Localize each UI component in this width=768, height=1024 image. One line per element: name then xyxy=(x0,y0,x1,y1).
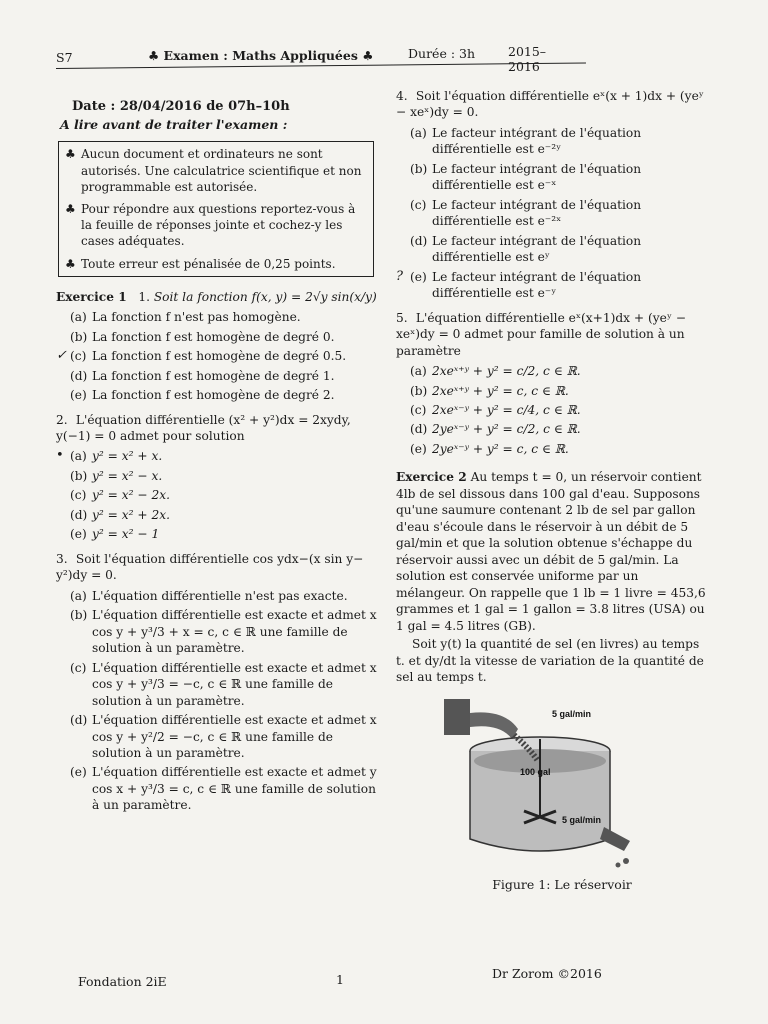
q1-options xyxy=(56,309,378,403)
exam-duration: Durée : 3h xyxy=(408,46,476,61)
dot-mark-icon: • xyxy=(56,448,64,464)
question-stem: Soit la fonction f(x, y) = 2√y sin(x/y) xyxy=(153,289,377,304)
exercise-1-title: Exercice 1 xyxy=(56,289,127,304)
page-number: 1 xyxy=(336,972,344,987)
question-2 xyxy=(56,412,378,445)
q3-option-b[interactable]: (b) L'équation différentielle est exacte et admet x cos y + y³/3 + x = c, c ∈ ℝ une famille de solution à un paramètre. xyxy=(70,608,377,656)
instruction-item: ♣ Aucun document et ordinateurs ne sont autorisés. Une calculatrice scientifique et non programmable est autorisée. xyxy=(65,147,362,194)
outflow-rate-label: 5 gal/min xyxy=(562,815,602,826)
exercise-1-q1 xyxy=(56,289,378,305)
academic-year: 2015–2016 xyxy=(508,44,547,74)
question-number: 5. xyxy=(396,310,408,325)
q5-option-a[interactable]: (a) 2xeˣ⁺ʸ + y² = c/2, c ∈ ℝ. xyxy=(410,364,581,379)
question-number: 3. xyxy=(56,551,68,566)
outflow-drop xyxy=(616,863,621,868)
question-stem: Soit l'équation différentielle eˣ(x + 1)dx + (yeʸ − xeˣ)dy = 0. xyxy=(396,89,704,120)
instruction-item: ♣ Toute erreur est pénalisée de 0,25 points. xyxy=(65,256,336,271)
exercise-2-title: Exercice 2 xyxy=(396,470,467,485)
question-number: 1. xyxy=(138,289,150,304)
q3-option-d[interactable]: (d) L'équation différentielle est exacte et admet x cos y + y²/2 = −c, c ∈ ℝ une famille de solution à un paramètre. xyxy=(70,713,377,760)
q5-option-c[interactable]: (c) 2xeˣ⁻ʸ + y² = c/4, c ∈ ℝ. xyxy=(410,402,581,417)
left-column xyxy=(56,98,378,817)
q3-option-c[interactable]: (c) L'équation différentielle est exacte et admet x cos y + y³/3 = −c, c ∈ ℝ une famille de solution à un paramètre. xyxy=(70,660,377,708)
q3-option-a[interactable]: (a) L'équation différentielle n'est pas exacte. xyxy=(70,588,348,603)
q4-option-b[interactable]: (b) Le facteur intégrant de l'équation différentielle est e⁻ˣ xyxy=(410,161,642,193)
q1-option-c[interactable]: ✓ (c) La fonction f est homogène de degré 0.5. xyxy=(56,348,347,364)
course-code: S7 xyxy=(56,50,73,65)
question-mark-icon: ? xyxy=(396,268,403,284)
footer-author: Dr Zorom ©2016 xyxy=(492,966,602,981)
exercise-2-text: Au temps t = 0, un réservoir contient 4lb de sel dissous dans 100 gal d'eau. Supposons qu'une saumure contenant 2 lb de sel par gallon d'eau s'écoule dans le réservoir à un débit de 5 gal/min et que la solution obtenue s'échappe du réservoir aussi avec un débit de 5 gal/min. La solution est conservée uniforme par un mélangeur. On rappelle que 1 lb = 1 livre = 453,6 grammes et 1 gal = 1 gallon = 3.8 litres (USA) ou 1 gal = 4.5 litres (GB). xyxy=(396,470,706,633)
q2-option-b[interactable]: (b) y² = x² − x. xyxy=(70,468,163,483)
q2-option-e[interactable]: (e) y² = x² − 1 xyxy=(70,527,160,542)
instruction-item: ♣ Pour répondre aux questions reportez-vous à la feuille de réponses jointe et cochez-y les cases adéquates. xyxy=(65,201,356,249)
tank-figure xyxy=(434,699,634,871)
figure-caption: Figure 1: Le réservoir xyxy=(492,877,632,893)
instructions-box xyxy=(58,141,374,276)
check-mark-icon: ✓ xyxy=(56,348,67,364)
tank-illustration xyxy=(434,699,634,871)
q2-option-c[interactable]: (c) y² = x² − 2x. xyxy=(70,488,170,503)
q2-options xyxy=(56,448,378,542)
q3-option-e[interactable]: (e) L'équation différentielle est exacte et admet y cos x + y³/3 = c, c ∈ ℝ une famille de solution à un paramètre. xyxy=(70,765,377,813)
q2-option-d[interactable]: (d) y² = x² + 2x. xyxy=(70,507,170,522)
question-stem: L'équation différentielle (x² + y²)dx = 2xydy, y(−1) = 0 admet pour solution xyxy=(56,412,351,444)
q4-option-a[interactable]: (a) Le facteur intégrant de l'équation différentielle est e⁻²ʸ xyxy=(410,125,642,157)
q4-options xyxy=(396,125,708,302)
q4-option-c[interactable]: (c) Le facteur intégrant de l'équation différentielle est e⁻²ˣ xyxy=(410,197,642,229)
outflow-drop xyxy=(623,858,629,864)
q1-option-a[interactable]: (a) La fonction f n'est pas homogène. xyxy=(70,310,301,325)
q1-option-b[interactable]: (b) La fonction f est homogène de degré 0. xyxy=(70,329,335,344)
tank-volume-label: 100 gal xyxy=(520,767,551,778)
q4-option-e[interactable]: ? (e) Le facteur intégrant de l'équation différentielle est e⁻ʸ xyxy=(396,268,642,301)
q2-option-a[interactable]: • (a) y² = x² + x. xyxy=(56,448,163,464)
footer-institution: Fondation 2iE xyxy=(78,974,167,989)
exam-date: Date : 28/04/2016 de 07h–10h xyxy=(72,99,290,114)
exercise-2-definition: Soit y(t) la quantité de sel (en livres) au temps t. et dy/dt la vitesse de variation de la quantité de sel au temps t. xyxy=(396,637,704,684)
q5-option-e[interactable]: (e) 2yeˣ⁻ʸ + y² = c, c ∈ ℝ. xyxy=(410,441,569,456)
q1-option-d[interactable]: (d) La fonction f est homogène de degré 1. xyxy=(70,368,335,383)
inflow-pipe xyxy=(444,699,470,735)
q1-option-e[interactable]: (e) La fonction f est homogène de degré 2. xyxy=(70,388,335,403)
question-number: 2. xyxy=(56,412,68,427)
club-icon: ♣ xyxy=(65,201,76,216)
read-before-heading: A lire avant de traiter l'examen : xyxy=(60,116,288,132)
right-column xyxy=(396,88,708,894)
q5-option-b[interactable]: (b) 2xeˣ⁺ʸ + y² = c, c ∈ ℝ. xyxy=(410,383,569,398)
q4-option-d[interactable]: (d) Le facteur intégrant de l'équation différentielle est eʸ xyxy=(410,233,642,265)
question-3 xyxy=(56,551,378,584)
q3-options xyxy=(70,588,378,814)
question-number: 4. xyxy=(396,89,408,103)
exercise-2 xyxy=(396,469,708,634)
question-4 xyxy=(396,88,708,121)
exam-title: ♣ Examen : Maths Appliquées ♣ xyxy=(148,48,374,63)
question-stem: Soit l'équation différentielle cos ydx−(x sin y− y²)dy = 0. xyxy=(56,551,364,583)
inflow-rate-label: 5 gal/min xyxy=(552,709,592,720)
inflow-spout xyxy=(470,713,518,740)
q5-option-d[interactable]: (d) 2yeˣ⁻ʸ + y² = c/2, c ∈ ℝ. xyxy=(410,422,581,437)
club-icon: ♣ xyxy=(65,256,76,271)
question-stem: L'équation différentielle eˣ(x+1)dx + (yeʸ − xeˣ)dy = 0 admet pour famille de solution à un paramètre xyxy=(396,310,687,358)
outflow-pipe xyxy=(600,827,630,851)
question-5 xyxy=(396,310,708,359)
club-icon: ♣ xyxy=(65,147,76,162)
q5-options xyxy=(410,363,708,457)
